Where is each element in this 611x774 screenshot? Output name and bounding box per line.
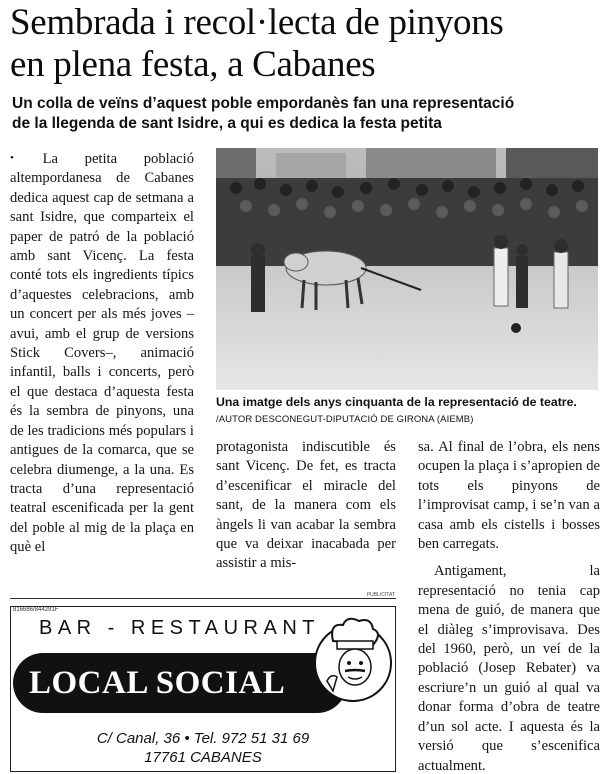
ad-label: PUBLICITAT bbox=[366, 592, 395, 598]
headline-line-1: Sembrada i recol·lecta de pinyons bbox=[10, 2, 504, 43]
article-subhead bbox=[12, 94, 606, 134]
ad-address-line-2: 17761 CABANES bbox=[144, 749, 262, 766]
caption-credit: /AUTOR DESCONEGUT-DIPUTACIÓ DE GIRONA (AIEMB) bbox=[216, 414, 474, 425]
article-column-3 bbox=[418, 438, 600, 774]
ad-divider bbox=[10, 598, 396, 599]
column-3-paragraph-2: Antigament, la representació no tenia cap mena de guió, de manera que el diàleg s’improvisava. Des del 1960, però, un veí de la població (Josep Rebater) va escriure’n un guió al qual va donar forma d’obra de teatre d’un sol acte. I aquesta és la versió que s’escenifica actualment. bbox=[418, 563, 600, 774]
photo-caption bbox=[216, 394, 600, 428]
ad-address bbox=[11, 729, 395, 767]
chef-icon bbox=[307, 611, 395, 707]
article-column-1 bbox=[10, 149, 194, 558]
ad-business-name: LOCAL SOCIAL bbox=[29, 665, 286, 701]
headline-line-2: en plena festa, a Cabanes bbox=[10, 44, 376, 85]
ad-code: 816686/844291F bbox=[13, 607, 59, 613]
subhead-line-1: Un colla de veïns d’aquest poble empordanès fan una representació bbox=[12, 95, 515, 112]
column-2-text: protagonista indiscutible és sant Vicenç. De fet, es tracta d’escenificar el miracle del sant, de la manera com els àngels li van acabar la sembra que va deixar inacabada per assistir a mis- bbox=[216, 439, 396, 572]
article-photo bbox=[216, 148, 598, 390]
caption-text: Una imatge dels anys cinquanta de la representació de teatre. bbox=[216, 395, 577, 409]
article-column-2 bbox=[216, 438, 396, 574]
column-3-paragraph-1: sa. Al final de l’obra, els nens ocupen la plaça i s’apropien de tots els pinyons de l’improvisat camp, i se’n van a casa amb els cistells i bosses ben carregats. bbox=[418, 439, 600, 553]
bullet-icon: • bbox=[10, 152, 14, 164]
advertisement[interactable] bbox=[10, 606, 396, 772]
column-1-text: La petita població altempordanesa de Cabanes dedica aquest cap de setmana a sant Isidre, que comparteix el paper de patró de la població amb sant Vicenç. La festa conté tots els ingredients típics d’aquestes celebracions, amb un concert per als més joves –avui, amb el grup de versions Stick Covers–, animació infantil, balls i concerts, però el que destaca d’aquesta festa és la sembra de pinyons, una de les tradicions més populars i antigues de la comarca, que se celebra diumenge, a la una. Es tracta d’una representació teatral escenificada per la gent del poble al mig de la plaça en què el bbox=[10, 151, 195, 556]
subhead-line-2: de la llegenda de sant Isidre, a qui es dedica la festa petita bbox=[12, 115, 442, 132]
ad-address-line-1: C/ Canal, 36 • Tel. 972 51 31 69 bbox=[96, 730, 310, 747]
article-headline bbox=[10, 2, 606, 86]
ad-business-type: BAR - RESTAURANT bbox=[39, 617, 320, 639]
historic-photo-image bbox=[216, 148, 598, 390]
